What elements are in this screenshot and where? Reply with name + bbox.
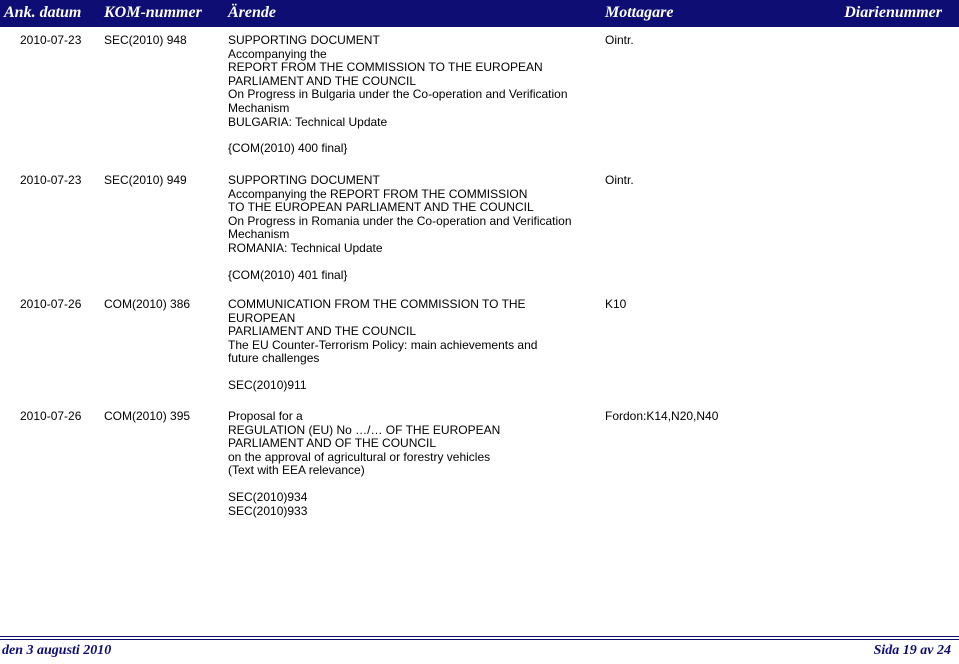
subject-line: On Progress in Romania under the Co-operation and Verification [228,213,572,228]
subject-line: Accompanying the REPORT FROM THE COMMISSION [228,186,528,201]
row-subject [228,410,500,518]
table-header [0,0,959,27]
subject-reference: SEC(2010)933 [228,503,308,518]
subject-line: TO THE EUROPEAN PARLIAMENT AND THE COUNCIL [228,200,534,215]
subject-line: The EU Counter-Terrorism Policy: main achievements and [228,337,538,352]
subject-reference: {COM(2010) 401 final} [228,267,348,282]
row-recipient: Fordon:K14,N20,N40 [605,409,719,423]
subject-line: SUPPORTING DOCUMENT [228,33,380,47]
subject-line: COMMUNICATION FROM THE COMMISSION TO THE [228,297,526,311]
subject-line: on the approval of agricultural or forestry vehicles [228,449,491,464]
subject-line: Accompanying the [228,46,327,61]
subject-line: ROMANIA: Technical Update [228,240,383,255]
row-subject [228,174,572,282]
header-arende: Ärende [228,4,276,21]
subject-line: Mechanism [228,100,290,115]
subject-line: REGULATION (EU) No …/… OF THE EUROPEAN [228,422,501,437]
subject-reference: SEC(2010)934 [228,489,308,504]
footer-divider [0,636,959,640]
row-subject [228,298,537,393]
subject-line: On Progress in Bulgaria under the Co-operation and Verification [228,87,568,102]
row-date: 2010-07-26 [20,297,82,311]
row-kom-number: SEC(2010) 948 [104,33,187,47]
subject-line: Proposal for a [228,409,303,423]
row-recipient: Ointr. [605,33,634,47]
subject-reference: {COM(2010) 400 final} [228,141,348,156]
row-date: 2010-07-23 [20,173,82,187]
header-mottagare: Mottagare [605,4,674,21]
footer-date: den 3 augusti 2010 [2,643,112,658]
subject-line: PARLIAMENT AND THE COUNCIL [228,324,417,339]
subject-line: REPORT FROM THE COMMISSION TO THE EUROPEAN [228,60,543,75]
row-subject [228,34,568,156]
header-kom-nummer: KOM-nummer [104,4,202,21]
header-diarienummer: Diarienummer [844,4,942,21]
subject-line: PARLIAMENT AND THE COUNCIL [228,73,417,88]
row-date: 2010-07-26 [20,409,82,423]
page-number: Sida 19 av 24 [873,643,951,658]
subject-line: EUROPEAN [228,310,296,325]
row-date: 2010-07-23 [20,33,82,47]
row-kom-number: COM(2010) 395 [104,409,191,423]
row-recipient: K10 [605,297,627,311]
subject-line: PARLIAMENT AND OF THE COUNCIL [228,436,437,451]
header-ank-datum: Ank. datum [4,4,82,21]
subject-line: future challenges [228,351,320,366]
subject-line: Mechanism [228,227,290,242]
subject-line: BULGARIA: Technical Update [228,114,388,129]
row-recipient: Ointr. [605,173,634,187]
subject-line: SUPPORTING DOCUMENT [228,173,380,187]
row-kom-number: COM(2010) 386 [104,297,191,311]
row-kom-number: SEC(2010) 949 [104,173,187,187]
subject-line: (Text with EEA relevance) [228,463,365,478]
subject-reference: SEC(2010)911 [228,377,307,392]
